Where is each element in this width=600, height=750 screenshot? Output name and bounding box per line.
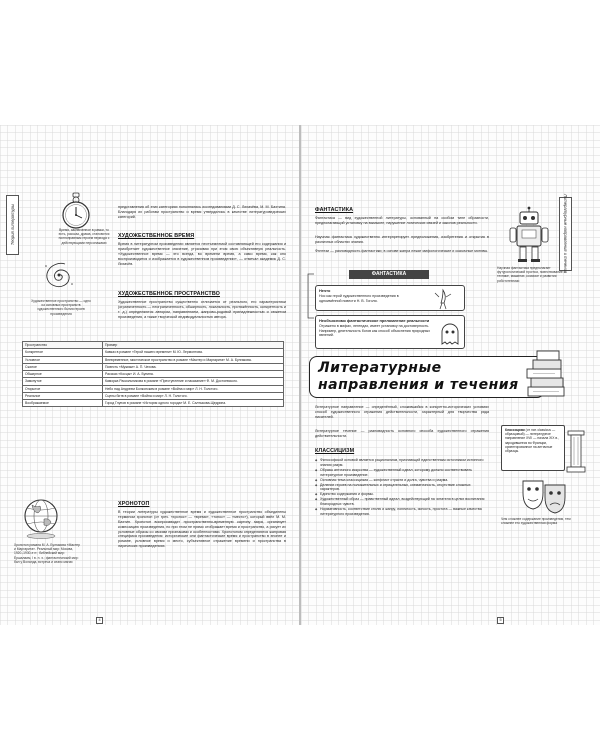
globe-icon [18, 497, 64, 539]
globe-caption: Хронотоп романа М. А. Булгакова «Мастер и Маргарита». Реальный мир: Москва, 1920–1930-е гг.; библейский мир: Ершалаим, I в. н. э.; фантастический мир: бал у Воланда, встреча и сеанс магии [14, 543, 80, 564]
table-cell: Небо над Андреем Болконским в романе «Война и мир» Л. Н. Толстого. [103, 385, 284, 392]
space-paragraph: Художественное пространство существенно отличается от реального, его характеристики (ограниченность — неограниченность, обширность, локальность, протяжённость, конкретность и т. д.) определяются автором, направлением, жанрово-родовой принадлежностью и сюжетом произведения, а также творческой индивидуальностью автора. [118, 300, 286, 319]
page-number-right: 5 [497, 617, 504, 624]
left-tab-label: Теория литературы [9, 204, 15, 246]
clock-caption: Время, заключенное в рамки, то есть, рассказ, драма, становится полноправным героем периода с действующими персонажами [58, 228, 110, 245]
left-page [0, 125, 299, 625]
directions-banner [309, 356, 545, 398]
table-row [23, 378, 284, 385]
theater-caption: Чем сложнее содержание произведения, тем сложнее его художественная форма [501, 517, 571, 526]
theater-masks-icon [519, 477, 571, 515]
classicism-note-box [501, 425, 565, 471]
ghost-icon [438, 322, 462, 346]
table-cell: Замкнутое [23, 378, 103, 385]
right-page-tab [559, 194, 572, 274]
table-row [23, 400, 284, 407]
current-definition: Литературное течение — разновидность основного способа художественного отражения действительности. [315, 429, 489, 438]
list-item: ◆ Деление героев на положительных и отрицательных, схематичность, отсутствие сложных характеров. [315, 483, 491, 492]
table-row [23, 385, 284, 392]
list-item: ◆ Художественный образ — нравственный идеал, воздействующий на читателя в целях воспитания благородных чувств. [315, 497, 491, 506]
books-stack-icon [525, 347, 567, 399]
nose-figure-icon [432, 288, 454, 310]
classicism-list [315, 458, 491, 517]
table-cell: Воображаемое [23, 400, 103, 407]
chronotope-heading: ХРОНОТОП [118, 501, 150, 507]
table-cell: Обширное [23, 371, 103, 378]
fantastic-tag: ФАНТАСТИКА [349, 270, 429, 279]
robot-caption: Научная фантастика предполагает футурологический прогноз, повествование о технике, машинах, космосе и развитии робототехники [497, 266, 566, 283]
table-cell: Рассказ «Косцы» И. А. Бунина. [103, 371, 284, 378]
banner-title-line2: направления и течения [318, 377, 519, 393]
list-item: ◆ Философской основой является рационализм, признающий единственным источником истинного знания разум. [315, 458, 491, 467]
table-row [23, 349, 284, 356]
table-cell: Сжатое [23, 363, 103, 370]
right-page [301, 125, 600, 625]
space-types-table [22, 341, 284, 407]
table-cell: Город Глупов в романе «История одного города» М. Е. Салтыкова-Щедрина. [103, 400, 284, 407]
table-header-row [23, 342, 284, 349]
space-heading: ХУДОЖЕСТВЕННОЕ ПРОСТРАНСТВО [118, 291, 220, 297]
fantasy-definition: Фэнтези — разновидность фантастики; в основе жанра лежат мифологические и сказочные мотивы. [315, 249, 489, 253]
table-cell: Вневременное, мистическое пространство в романе «Мастер и Маргарита» М. А. Булгакова. [103, 356, 284, 363]
table-row [23, 356, 284, 363]
table-row [23, 392, 284, 399]
classicism-note-text: (от лат. classicus — образцовый) — литературное направление XVII — начала XIX в., зародившееся во Франции, ориентированное на античные образцы. [505, 428, 559, 454]
table-cell: Реальное [23, 392, 103, 399]
time-heading: ХУДОЖЕСТВЕННОЕ ВРЕМЯ [118, 233, 195, 239]
table-row [23, 363, 284, 370]
nose-title: Нечто [319, 288, 331, 293]
unusual-reality-title: Необъяснимо фантастическое преломление реальности [319, 318, 430, 323]
direction-definition: Литературное направление — определённый, сложившийся в конкретно-исторических условиях способ художественного отражения действительности, характерный для творчества ряда писателей. [315, 405, 489, 419]
fantastic-definition: Фантастика — вид художественной литературы, основанный на особом типе образности, предполагающий установку на вымысел, нарушение логических связей и законов реальности. [315, 216, 489, 225]
table-header-cell: Пример [103, 342, 284, 349]
column-statue-icon [565, 429, 587, 473]
left-page-tab [6, 195, 19, 255]
robot-icon [509, 207, 549, 263]
right-tab-label: Литературные направления и течения [563, 194, 569, 274]
chronotope-paragraph: В теории литературы художественное время и художественное пространство объединены термином хронотоп (от греч. «хронос» — «время», «топос» — «место»), который ввёл М. М. Бахтин. Хронотоп воспроизводит пространственно-временную картину мира, организует композицию произведения, но при этом не прямо отображает время и пространство, а рисует их условные образы со своими признаками и особенностями. Хронотопом определяются жанровая специфика произведения: исторические или фантастические время и пространство в эпопее и романе, условное время и место, субъективное отражение времени и пространства в лирических произведениях. [118, 510, 286, 549]
list-item: ◆ Единство содержания и формы. [315, 492, 491, 497]
list-item: ◆ Основная тема классицизма — конфликт страсти и долга, чувства и разума. [315, 478, 491, 483]
connector-line [305, 273, 315, 319]
science-fiction-definition: Научная фантастика художественно интерпретирует предположения, изобретения и открытия в различных областях знания. [315, 235, 489, 244]
pocket-watch-icon [60, 193, 92, 233]
list-item: ◆ Нормативность, соответствие стилю и жанру, логичность, ясность, простота — важные качества литературного произведения. [315, 507, 491, 516]
nose-text: Нос как герой художественного произведения в одноимённой повести Н. В. Гоголя. [319, 294, 399, 303]
table-cell: Сцены битв в романе «Война и мир» Л. Н. Толстого. [103, 392, 284, 399]
table-cell: Открытое [23, 385, 103, 392]
time-paragraph: Время в литературном произведении является неотъемлемой составляющей его содержания и приобретает художественное значение, утрачивая при этом свою объективную реальность. «Художественное время — это всегда, во времени время, а само время, как оно воспроизводится и изображается в художественном произведении», — отмечал академик Д. С. Лихачёв. [118, 242, 286, 266]
classicism-note-title: Классицизм [505, 428, 525, 432]
table-cell: Кавказ в романе «Герой нашего времени» М. Ю. Лермонтова. [103, 349, 284, 356]
nose-box [315, 285, 465, 311]
table-cell: Конкретное [23, 349, 103, 356]
unusual-reality-text: Отражено в мифах, легендах, имеет установку на достоверность. Например, деятельность богов как способ объяснения природных явлений. [319, 324, 431, 338]
table-row [23, 371, 284, 378]
unusual-reality-box [315, 315, 465, 349]
fantastic-heading: ФАНТАСТИКА [315, 207, 354, 213]
table-cell: Повесть «Мужики» А. П. Чехова. [103, 363, 284, 370]
list-item: ◆ Образы античного искусства — художественный идеал, которому должно соответствовать литературное произведение. [315, 468, 491, 477]
banner-title-line1: Литературные [318, 360, 442, 376]
galaxy-spiral-icon [40, 258, 78, 292]
page-number-left: 4 [96, 617, 103, 624]
table-header-cell: Пространство [23, 342, 103, 349]
classicism-heading: КЛАССИЦИЗМ [315, 448, 355, 454]
intro-paragraph: представления об этих категориях пополнялись исследованиями Д. С. Лихачёва, М. М. Бахтина. Благодаря их работам пространство и время утвердились в качестве литературоведческих категорий. [118, 205, 286, 219]
table-cell: Каморка Раскольникова в романе «Преступление и наказание» Ф. М. Достоевского. [103, 378, 284, 385]
spiral-caption: Художественное пространство — одно из основных пространств художественного бытия героев произведения [31, 299, 91, 316]
table-cell: Условное [23, 356, 103, 363]
